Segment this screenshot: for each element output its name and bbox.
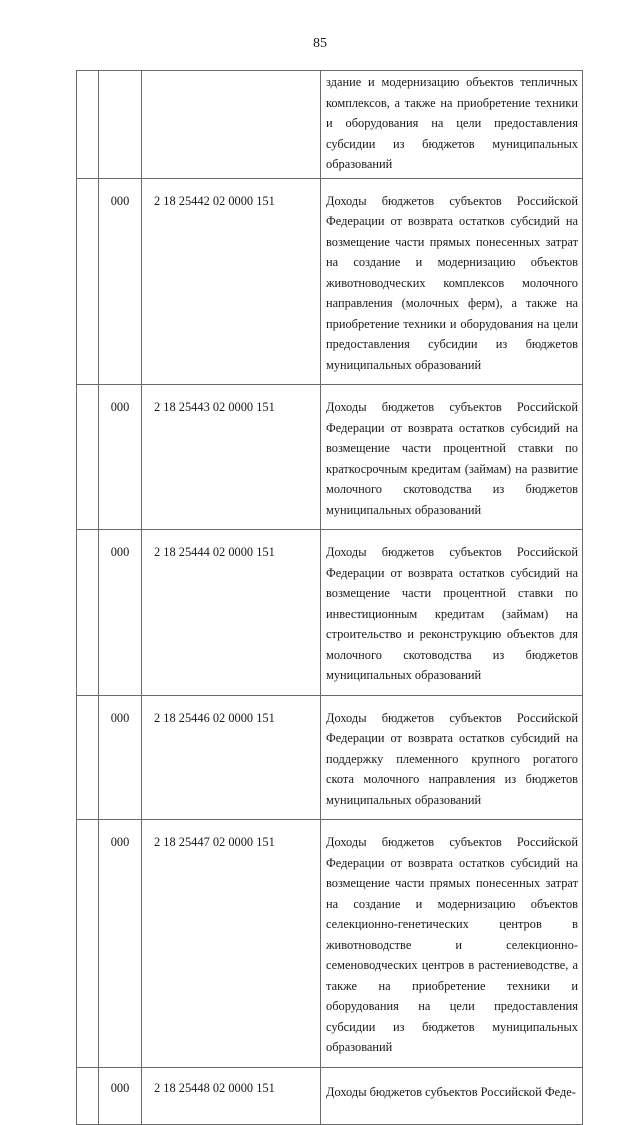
admin-code-cell <box>99 71 142 179</box>
empty-cell <box>77 1067 99 1124</box>
description-cell: Доходы бюджетов субъектов Российской Федерации от возврата остатков субсидий на возмещение части процентной ставки по краткосрочным кредитам (займам) на развитие молочного скотоводства из бюджетов муниципальных образований <box>321 385 583 530</box>
admin-code-cell: 000 <box>99 1067 142 1124</box>
table-row <box>77 1067 583 1124</box>
table-row <box>77 530 583 696</box>
admin-code-cell: 000 <box>99 385 142 530</box>
admin-code-cell: 000 <box>99 695 142 820</box>
empty-cell <box>77 820 99 1068</box>
admin-code-cell: 000 <box>99 178 142 385</box>
description-cell: Доходы бюджетов субъектов Российской Федерации от возврата остатков субсидий на возмещение части прямых понесенных затрат на создание и модернизацию объектов животноводческих комплексов молочного направления (молочных ферм), а также на приобретение техники и оборудования на цели предоставления субсидии из бюджетов муниципальных образований <box>321 178 583 385</box>
empty-cell <box>77 695 99 820</box>
description-cell: Доходы бюджетов субъектов Российской Феде- <box>321 1067 583 1124</box>
budget-code-cell: 2 18 25444 02 0000 151 <box>142 530 321 696</box>
budget-code-cell: 2 18 25442 02 0000 151 <box>142 178 321 385</box>
table-row <box>77 178 583 385</box>
admin-code-cell: 000 <box>99 820 142 1068</box>
table-row <box>77 820 583 1068</box>
budget-code-cell: 2 18 25448 02 0000 151 <box>142 1067 321 1124</box>
budget-code-cell: 2 18 25447 02 0000 151 <box>142 820 321 1068</box>
budget-code-cell <box>142 71 321 179</box>
admin-code-cell: 000 <box>99 530 142 696</box>
budget-revenue-table <box>76 70 583 1125</box>
empty-cell <box>77 178 99 385</box>
empty-cell <box>77 530 99 696</box>
description-cell: Доходы бюджетов субъектов Российской Федерации от возврата остатков субсидий на возмещение части прямых понесенных затрат на создание и модернизацию объектов селекционно-генетических центров в животноводстве и селекционно-семеноводческих центров в растениеводстве, а также на приобретение техники и оборудования на цели предоставления субсидии из бюджетов муниципальных образований <box>321 820 583 1068</box>
description-cell: Доходы бюджетов субъектов Российской Федерации от возврата остатков субсидий на возмещение части процентной ставки по инвестиционным кредитам (займам) на строительство и реконструкцию объектов для молочного скотоводства из бюджетов муниципальных образований <box>321 530 583 696</box>
empty-cell <box>77 385 99 530</box>
table-row <box>77 695 583 820</box>
empty-cell <box>77 71 99 179</box>
budget-code-cell: 2 18 25446 02 0000 151 <box>142 695 321 820</box>
page-number: 85 <box>313 36 327 51</box>
table-row <box>77 385 583 530</box>
budget-code-cell: 2 18 25443 02 0000 151 <box>142 385 321 530</box>
table-row <box>77 71 583 179</box>
description-cell: Доходы бюджетов субъектов Российской Федерации от возврата остатков субсидий на поддержку племенного крупного рогатого скота молочного направления из бюджетов муниципальных образований <box>321 695 583 820</box>
description-cell: здание и модернизацию объектов тепличных комплексов, а также на приобретение техники и оборудования на цели предоставления субсидии из бюджетов муниципальных образований <box>321 71 583 179</box>
